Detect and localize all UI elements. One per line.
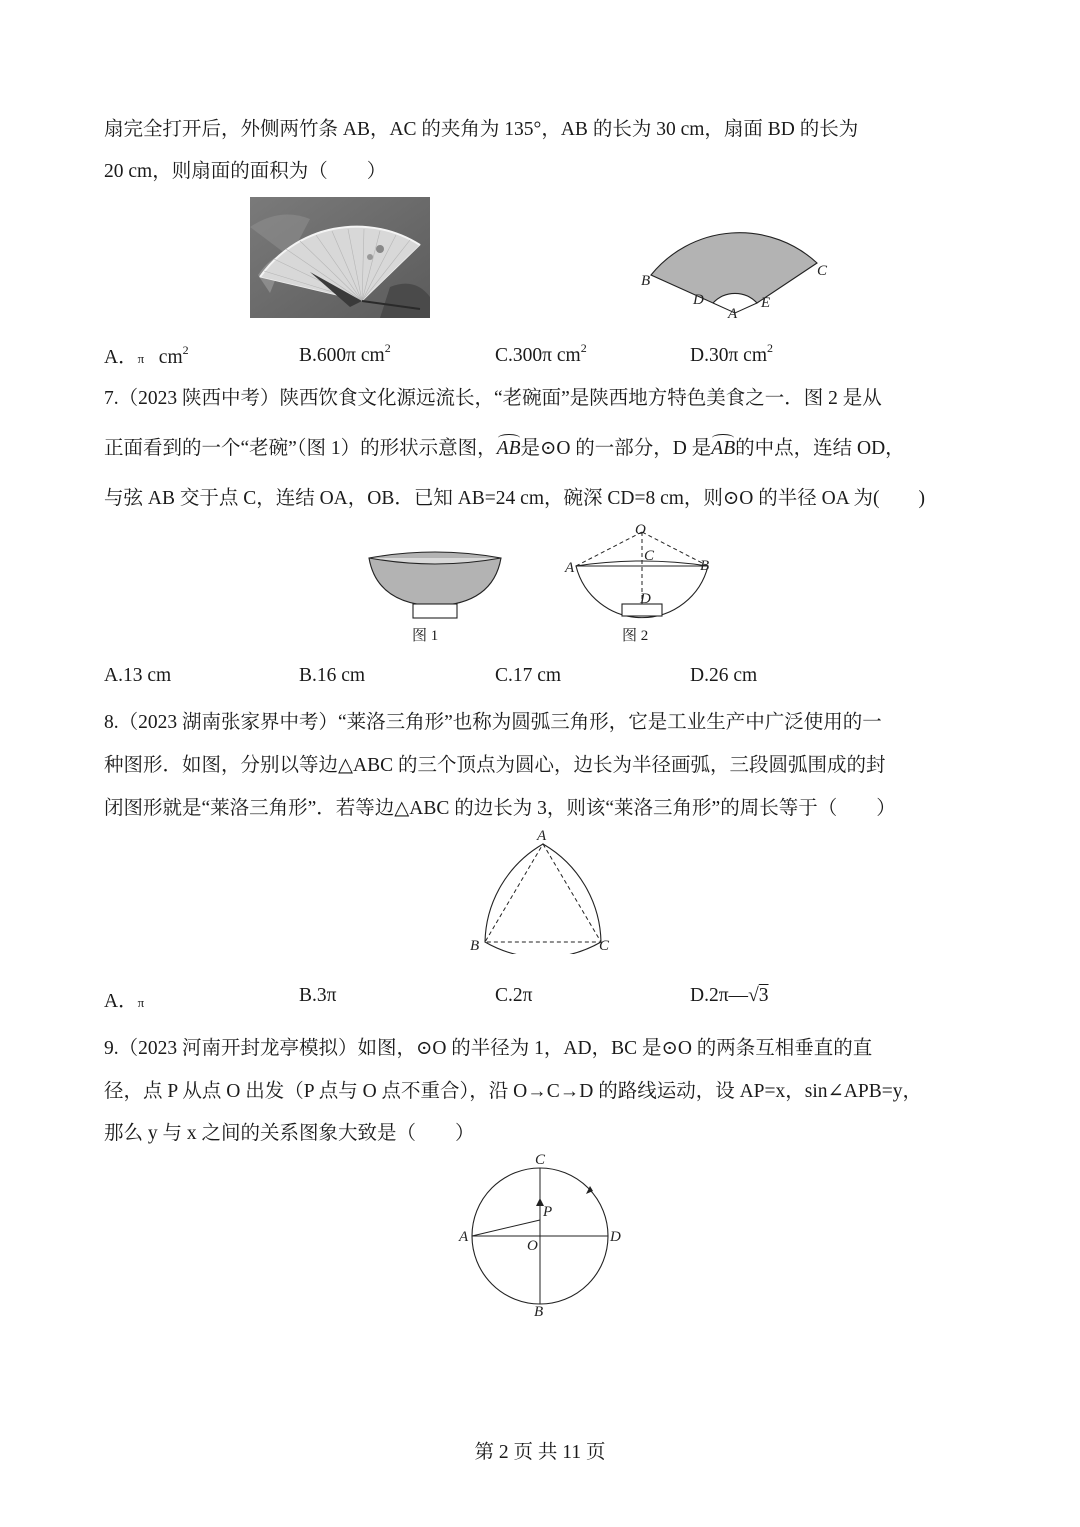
q6-option-c (495, 341, 587, 367)
option-d-text: D.30π cm (690, 345, 768, 366)
q8-line-2: 种图形．如图，分别以等边△ABC 的三个顶点为圆心，边长为半径画弧，三段圆弧围成的封 (104, 755, 886, 776)
q8-option-d-radical: 3 (758, 985, 769, 1006)
option-a-pi: π (137, 351, 145, 366)
q6-line-1: 扇完全打开后，外侧两竹条 AB，AC 的夹角为 135°，AB 的长为 30 cm，扇面 BD 的长为 (104, 119, 859, 140)
label-D: D (693, 292, 704, 308)
q9-line-3: 那么 y 与 x 之间的关系图象大致是（ ） (104, 1123, 475, 1144)
label-C: C (817, 263, 828, 279)
q6-option-a (104, 341, 189, 369)
option-d-sup: 2 (767, 341, 774, 355)
q7-option-a: A.13 cm (104, 665, 172, 686)
option-b-text: B.600π cm (299, 345, 385, 366)
bowl-figure-1 (365, 548, 505, 620)
figure-2-caption: 图 2 (622, 628, 649, 644)
label-A: A (537, 828, 547, 844)
q7-option-c: C.17 cm (495, 665, 562, 686)
label-A: A (728, 306, 738, 322)
label-B: B (470, 938, 480, 954)
q8-option-c: C.2π (495, 985, 533, 1006)
q8-option-a-prefix: A． (104, 991, 138, 1012)
label-C: C (644, 548, 655, 564)
figure-1-caption: 图 1 (412, 628, 439, 644)
fan-diagram (635, 203, 835, 323)
option-a-unit: cm (158, 347, 183, 368)
label-C: C (599, 938, 610, 954)
q7-line-2 (104, 432, 905, 460)
label-D: D (640, 591, 651, 607)
option-a-prefix: A． (104, 347, 138, 368)
option-a-sup: 2 (182, 343, 189, 357)
label-C: C (535, 1152, 546, 1168)
sqrt-sign: √ (748, 985, 759, 1006)
q7-line-2-a: 正面看到的一个“老碗”（图 1）的形状示意图， (104, 438, 497, 459)
q8-option-a-pi: π (137, 995, 145, 1010)
q7-line-1: 7.（2023 陕西中考）陕西饮食文化源远流长，“老碗面”是陕西地方特色美食之一．图 2 是从 (104, 388, 882, 409)
q8-option-b: B.3π (299, 985, 337, 1006)
option-c-text: C.300π cm (495, 345, 581, 366)
label-D: D (610, 1229, 621, 1245)
circle-figure (455, 1150, 630, 1320)
q8-option-d-prefix: D.2π— (690, 985, 749, 1006)
label-E: E (761, 295, 771, 311)
page-footer: 第 2 页 共 11 页 (474, 1442, 606, 1463)
q8-line-3: 闭图形就是“莱洛三角形”．若等边△ABC 的边长为 3，则该“莱洛三角形”的周长等于（ ） (104, 798, 896, 819)
q9-line-2: 径，点 P 从点 O 出发（P 点与 O 点不重合），沿 O→C→D 的路线运动，设 AP=x，sin∠APB=y， (104, 1081, 923, 1102)
reuleaux-triangle-figure (465, 826, 615, 954)
arc-ab-2: AB (711, 438, 736, 459)
q7-line-3: 与弦 AB 交于点 C，连结 OA，OB．已知 AB=24 cm，碗深 CD=8 cm，则⊙O 的半径 OA 为( ) (104, 488, 926, 509)
label-B: B (641, 273, 651, 289)
arc-ab-1: AB (496, 438, 521, 459)
label-O: O (527, 1238, 538, 1254)
label-P: P (543, 1204, 553, 1220)
option-b-sup: 2 (384, 341, 391, 355)
label-B: B (534, 1304, 544, 1320)
q7-option-b: B.16 cm (299, 665, 366, 686)
q7-option-d: D.26 cm (690, 665, 758, 686)
label-A: A (459, 1229, 469, 1245)
q6-option-b (299, 341, 391, 367)
q7-line-2-c: 的中点，连结 OD， (735, 438, 905, 459)
q9-line-1: 9.（2023 河南开封龙亭模拟）如图，⊙O 的半径为 1，AD，BC 是⊙O 的两条互相垂直的直 (104, 1038, 873, 1059)
option-c-sup: 2 (580, 341, 587, 355)
label-B: B (700, 558, 710, 574)
bowl-figure-2 (562, 520, 722, 620)
q6-line-2: 20 cm，则扇面的面积为（ ） (104, 161, 387, 182)
q8-line-1: 8.（2023 湖南张家界中考）“莱洛三角形”也称为圆弧三角形，它是工业生产中广泛使用的一 (104, 712, 882, 733)
q8-option-a (104, 985, 144, 1013)
q8-option-d (690, 985, 769, 1007)
label-A: A (565, 560, 575, 576)
fan-photo (250, 197, 430, 318)
q7-line-2-b: 是⊙O 的一部分，D 是 (520, 438, 712, 459)
label-O: O (635, 522, 646, 538)
q6-option-d (690, 341, 773, 367)
